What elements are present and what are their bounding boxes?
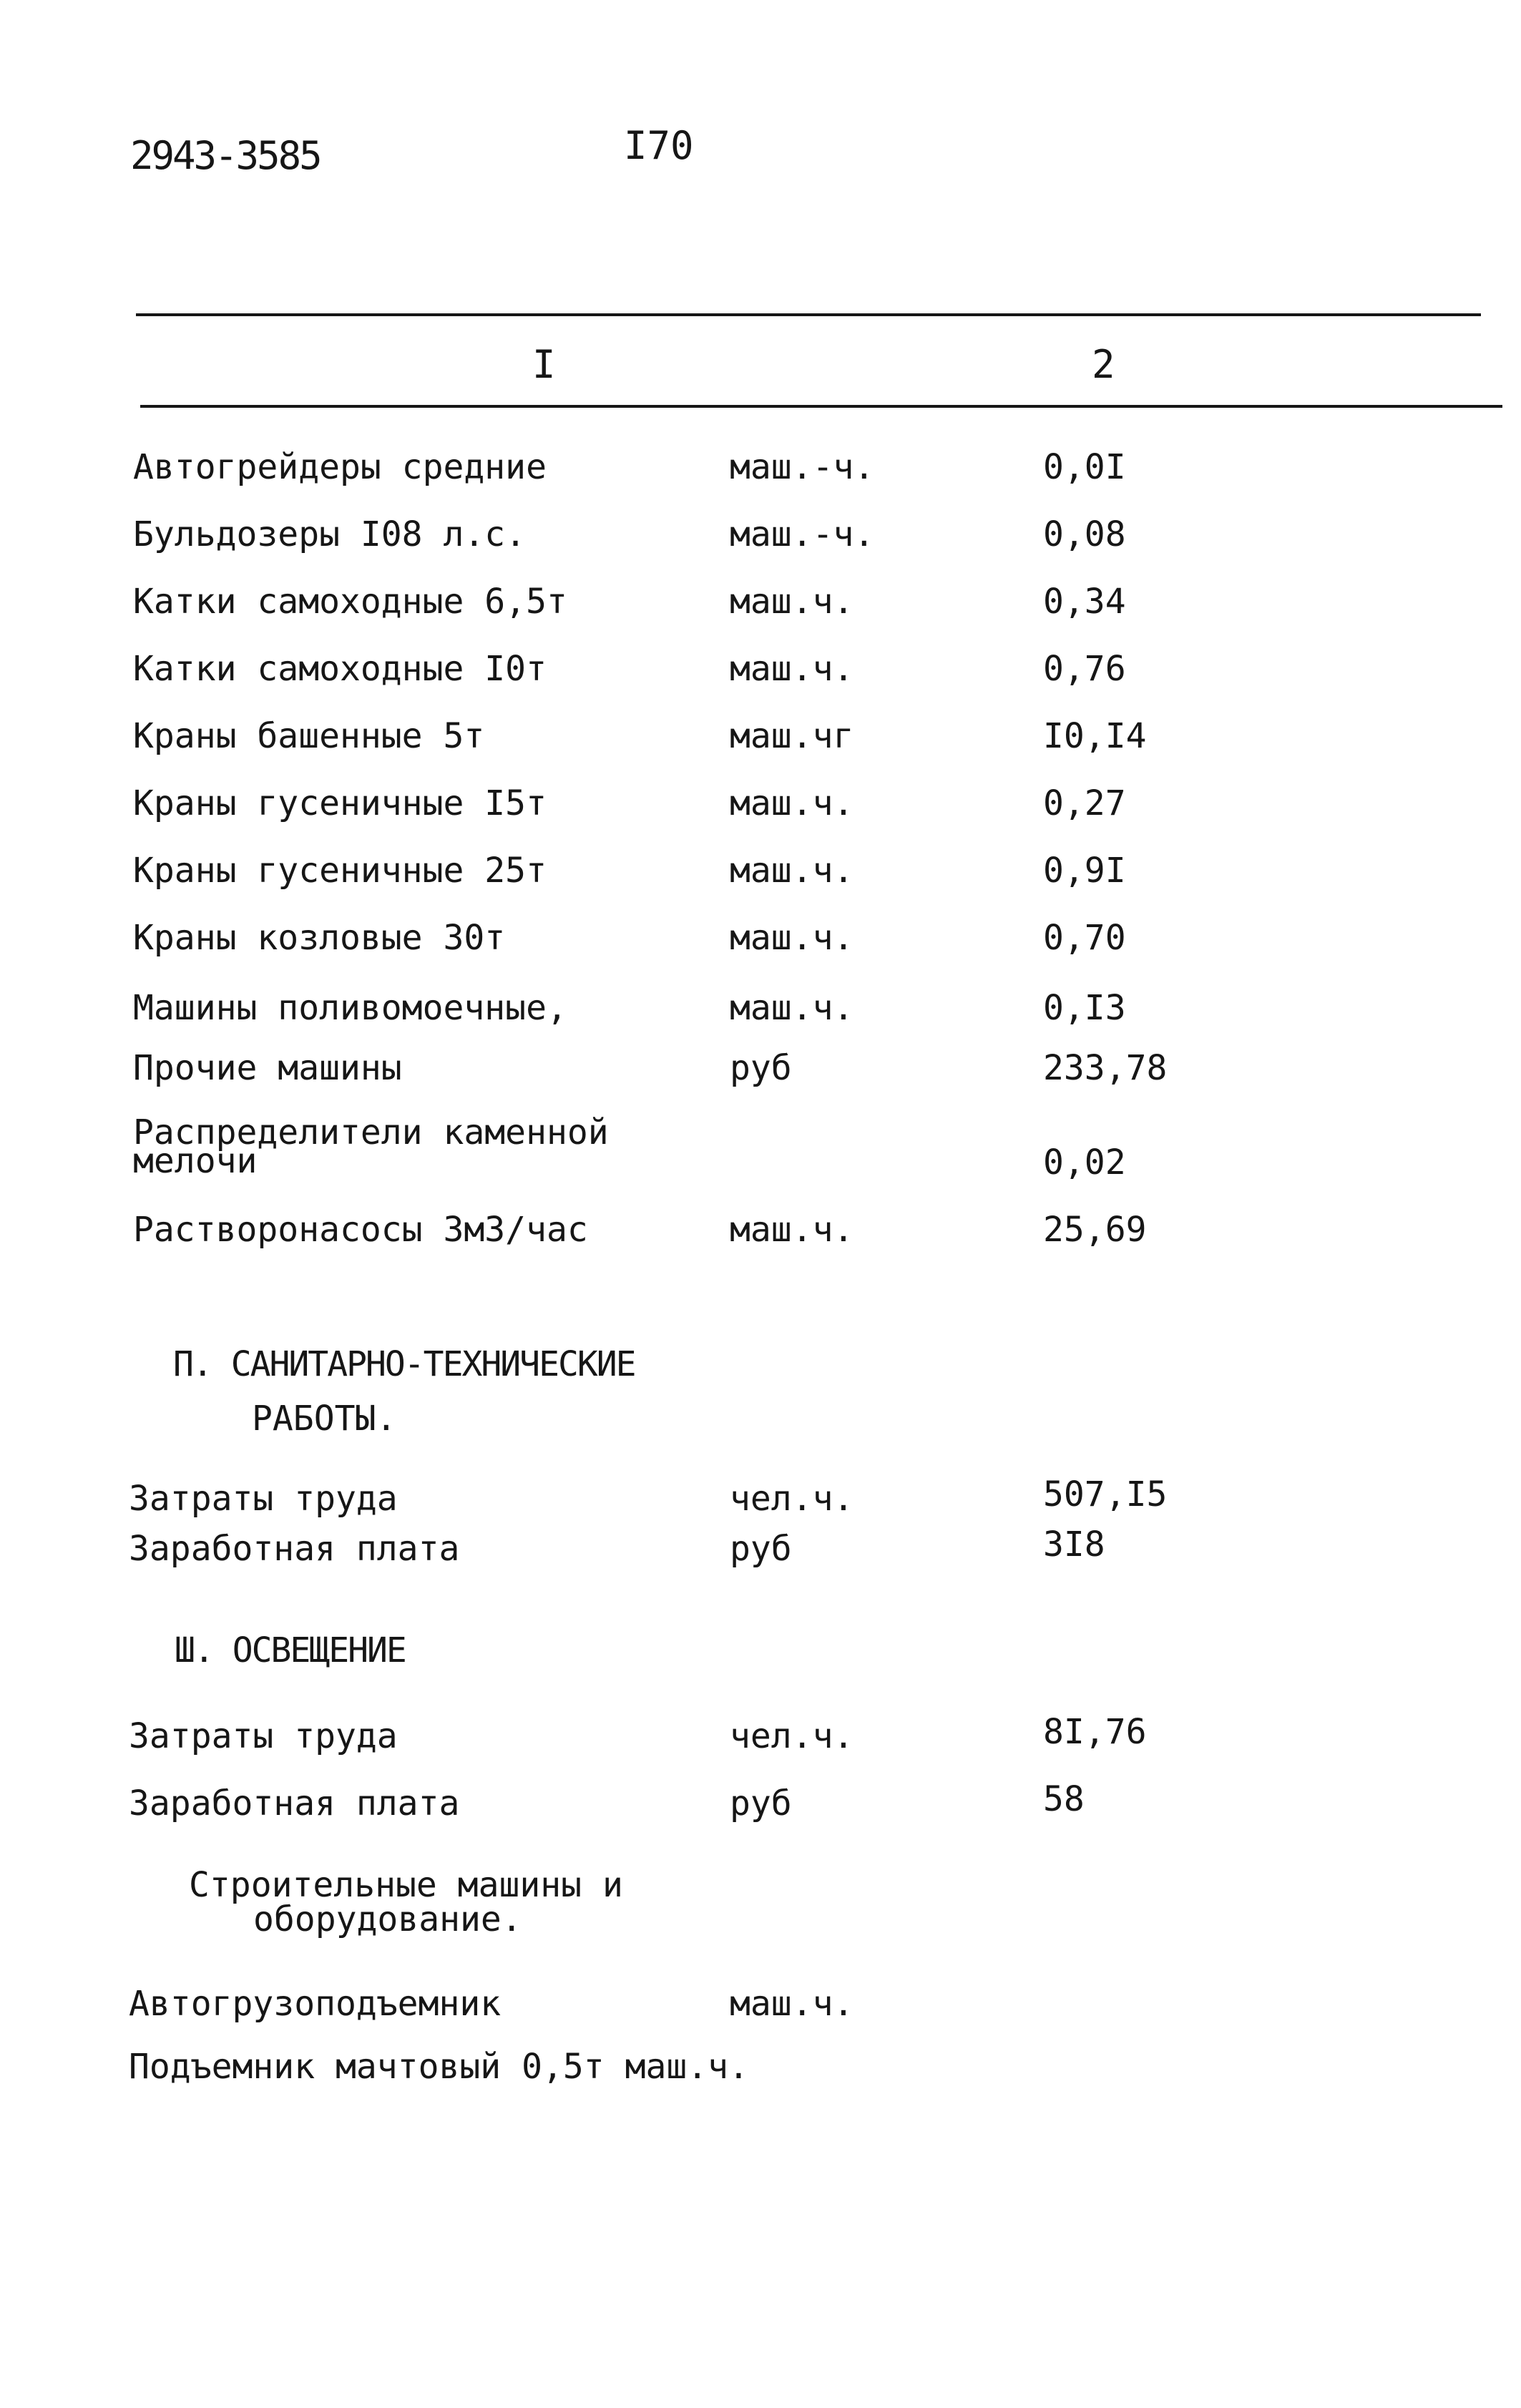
table-row-value: 8I,76 bbox=[1043, 1712, 1147, 1752]
section-2-title-continued: РАБОТЫ. bbox=[252, 1399, 397, 1439]
table-row-unit: руб bbox=[730, 1048, 792, 1088]
table-row-name: Затраты труда bbox=[129, 1716, 398, 1756]
section-3-title: Ш. ОСВЕЩЕНИЕ bbox=[175, 1630, 406, 1670]
table-row-name: Автогрузоподъемник bbox=[129, 1984, 502, 2024]
table-row-unit: руб bbox=[730, 1529, 792, 1569]
table-row-name: Распределители каменной bbox=[133, 1112, 609, 1152]
table-row-value: 0,34 bbox=[1043, 582, 1126, 622]
table-row-unit: маш.-ч. bbox=[730, 447, 875, 487]
table-row-name: Краны гусеничные I5т bbox=[133, 783, 547, 823]
table-row-name: Затраты труда bbox=[129, 1479, 398, 1519]
table-row-unit: маш.ч. bbox=[730, 1984, 854, 2024]
table-row-value: 0,27 bbox=[1043, 783, 1126, 823]
table-row-name: Прочие машины bbox=[133, 1048, 402, 1088]
table-row-value: 0,I3 bbox=[1043, 988, 1126, 1028]
column-2-header: 2 bbox=[1092, 342, 1115, 387]
table-row-unit: маш.чг bbox=[730, 716, 854, 756]
table-row-value: 0,76 bbox=[1043, 649, 1126, 689]
table-row-name: Краны башенные 5т bbox=[133, 716, 485, 756]
table-row-name: Автогрейдеры средние bbox=[133, 447, 547, 487]
table-row-name: Растворонасосы 3м3/час bbox=[133, 1210, 588, 1250]
table-row-unit: маш.ч. bbox=[730, 851, 854, 891]
document-code: 2943-3585 bbox=[130, 133, 321, 178]
table-row-name: Машины поливомоечные, bbox=[133, 988, 567, 1028]
table-row-value: 507,I5 bbox=[1043, 1474, 1168, 1514]
table-row-name: Катки самоходные I0т bbox=[133, 649, 547, 689]
table-row-name: Краны гусеничные 25т bbox=[133, 851, 547, 891]
section-2-title: П. САНИТАРНО-ТЕХНИЧЕСКИЕ bbox=[173, 1344, 635, 1384]
table-row-name-continued: мелочи bbox=[133, 1141, 258, 1181]
table-row-name: Бульдозеры I08 л.с. bbox=[133, 514, 527, 554]
table-row-value: 0,02 bbox=[1043, 1142, 1126, 1183]
table-row-name: Заработная плата bbox=[129, 1783, 460, 1824]
table-row-value: I0,I4 bbox=[1043, 716, 1147, 756]
table-row-value: 233,78 bbox=[1043, 1048, 1168, 1088]
table-row-value: 58 bbox=[1043, 1779, 1085, 1819]
table-row-name: Краны козловые 30т bbox=[133, 918, 506, 958]
table-row-unit: маш.ч. bbox=[730, 1210, 854, 1250]
table-row-unit: маш.ч. bbox=[730, 582, 854, 622]
subsection-title-continued: оборудование. bbox=[253, 1899, 522, 1939]
table-row-name: Заработная плата bbox=[129, 1529, 460, 1569]
table-row-unit: чел.ч. bbox=[730, 1716, 854, 1756]
subsection-title: Строительные машины и bbox=[189, 1865, 623, 1905]
table-row-name: Катки самоходные 6,5т bbox=[133, 582, 567, 622]
table-row-value: 0,0I bbox=[1043, 447, 1126, 487]
table-row-unit: маш.ч. bbox=[730, 783, 854, 823]
table-row-unit: руб bbox=[730, 1783, 792, 1824]
table-row-value: 25,69 bbox=[1043, 1210, 1147, 1250]
page-number: I70 bbox=[624, 123, 694, 168]
table-row-value: 0,9I bbox=[1043, 851, 1126, 891]
top-rule bbox=[136, 313, 1481, 316]
table-row-value: 0,70 bbox=[1043, 918, 1126, 958]
table-row-unit: маш.ч. bbox=[730, 988, 854, 1028]
table-row-unit: маш.ч. bbox=[730, 918, 854, 958]
table-row-value: 0,08 bbox=[1043, 514, 1126, 554]
table-row-unit: маш.ч. bbox=[730, 649, 854, 689]
last-line: Подъемник мачтовый 0,5т маш.ч. bbox=[129, 2047, 749, 2087]
table-row-unit: чел.ч. bbox=[730, 1479, 854, 1519]
header-rule bbox=[140, 405, 1502, 408]
table-row-value: 3I8 bbox=[1043, 1524, 1105, 1565]
column-1-header: I bbox=[532, 342, 556, 387]
table-row-unit: маш.-ч. bbox=[730, 514, 875, 554]
